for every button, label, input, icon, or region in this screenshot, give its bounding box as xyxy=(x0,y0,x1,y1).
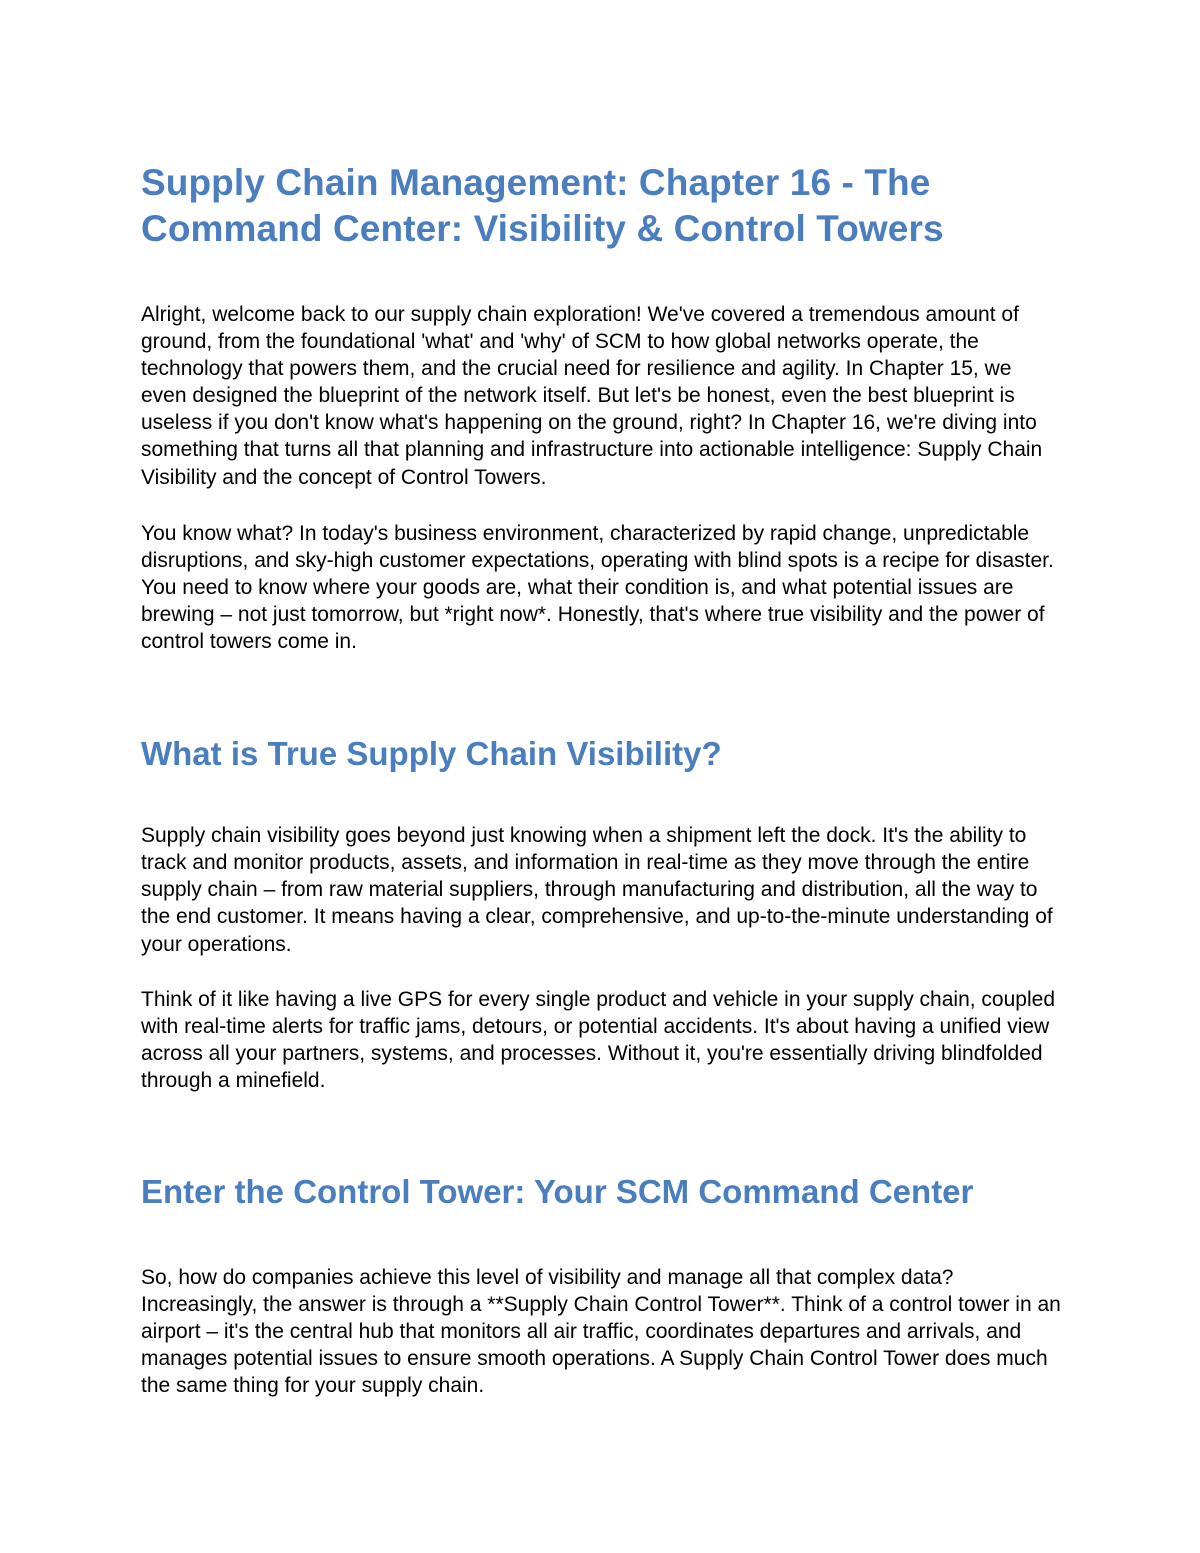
section-heading-visibility: What is True Supply Chain Visibility? xyxy=(141,735,722,773)
visibility-paragraph-2: Think of it like having a live GPS for every single product and vehicle in your supply chain, coupled with real-time alerts for traffic jams, detours, or potential accidents. It's about having a unified view across all your partners, systems, and processes. Without it, you're essentially driving blindfolded through a minefield. xyxy=(141,987,1055,1092)
document-page xyxy=(141,160,1061,1399)
visibility-paragraph-1: Supply chain visibility goes beyond just knowing when a shipment left the dock. It's the ability to track and monitor products, assets, and information in real-time as they move through the entire supply chain – from raw material suppliers, through manufacturing and distribution, all the way to the end customer. It means having a clear, comprehensive, and up-to-the-minute understanding of your operations. xyxy=(141,824,1053,956)
section-heading-control-tower: Enter the Control Tower: Your SCM Command Center xyxy=(141,1172,974,1210)
intro-paragraph-1: Alright, welcome back to our supply chain exploration! We've covered a tremendous amount of ground, from the foundational 'what' and 'why' of SCM to how global networks operate, the technology that powers them, and the crucial need for resilience and agility. In Chapter 15, we even designed the blueprint of the network itself. But let's be honest, even the best blueprint is useless if you don't know what's happening on the ground, right? In Chapter 16, we're diving into something that turns all that planning and infrastructure into actionable intelligence: Supply Chain Visibility and the concept of Control Towers. xyxy=(141,303,1043,489)
control-tower-paragraph-1: So, how do companies achieve this level of visibility and manage all that complex data? Increasingly, the answer is through a **Supply Chain Control Tower**. Think of a control tower in an airport – it's the central hub that monitors all air traffic, coordinates departures and arrivals, and manages potential issues to ensure smooth operations. A Supply Chain Control Tower does much the same thing for your supply chain. xyxy=(141,1265,1061,1398)
intro-paragraph-2: You know what? In today's business environment, characterized by rapid change, unpredictable disruptions, and sky-high customer expectations, operating with blind spots is a recipe for disaster. You need to know where your goods are, what their condition is, and what potential issues are brewing – not just tomorrow, but *right now*. Honestly, that's where true visibility and the power of control towers come in. xyxy=(141,521,1054,654)
document-title: Supply Chain Management: Chapter 16 - The Command Center: Visibility & Control Towers xyxy=(141,162,944,249)
